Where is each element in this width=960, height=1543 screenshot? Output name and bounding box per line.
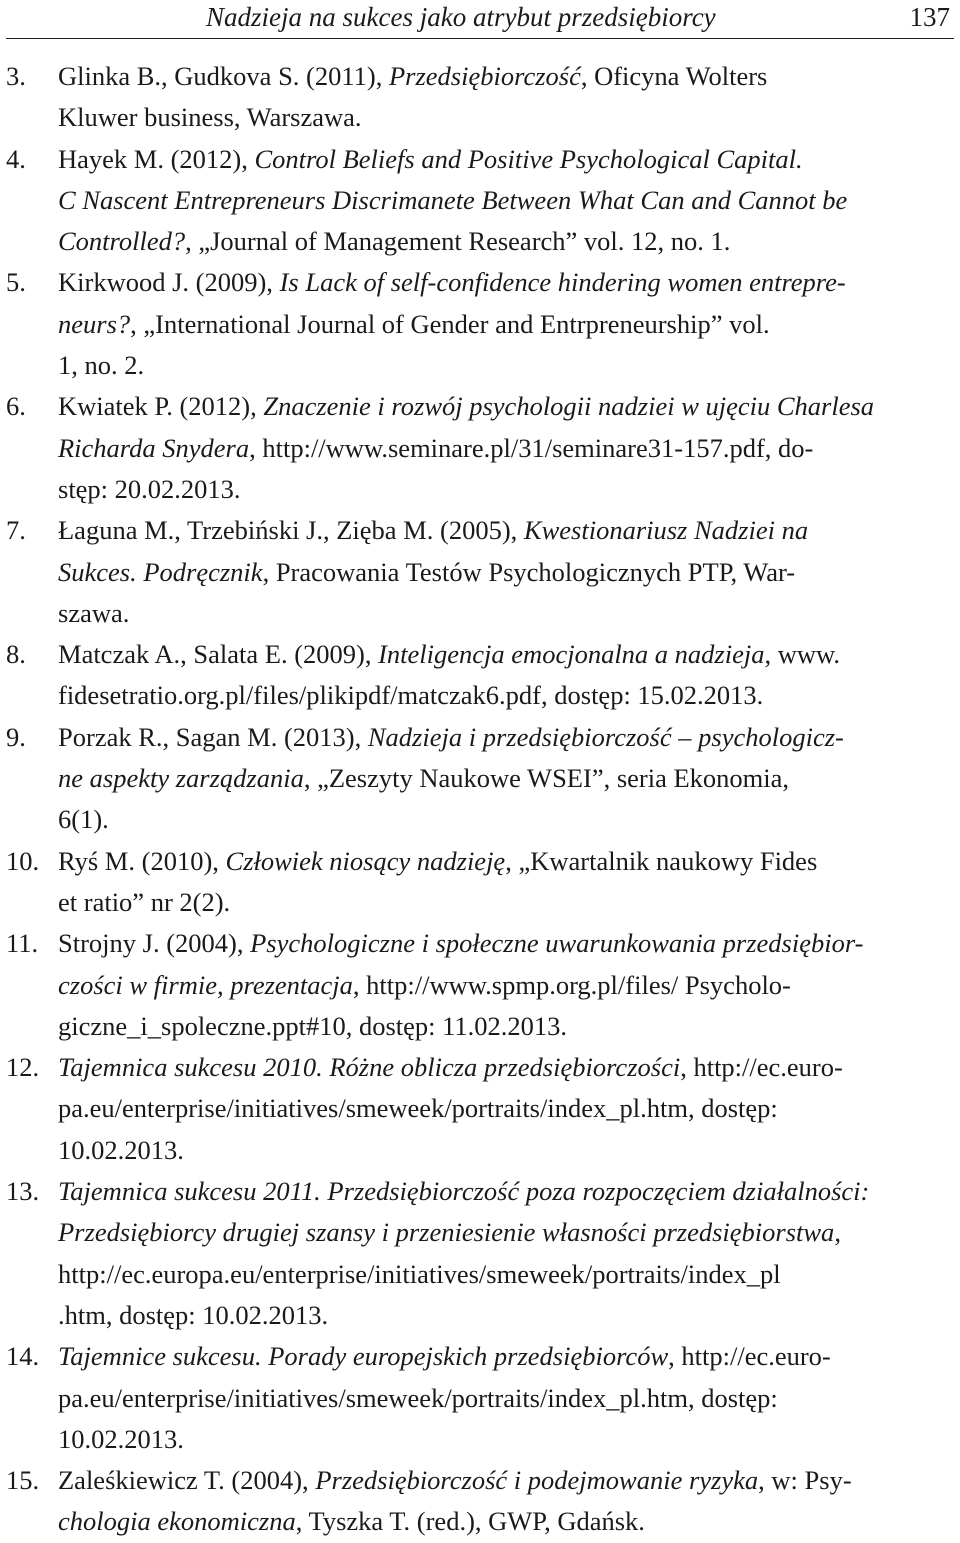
italic-title-segment: Tajemnica sukcesu 2011. Przedsiębiorczość poza rozpoczęciem działalności: bbox=[58, 1176, 870, 1207]
reference-line bbox=[58, 56, 956, 97]
reference-item bbox=[6, 386, 956, 510]
text-segment: pa.eu/enterprise/initiatives/smeweek/portraits/index_pl.htm, dostęp: bbox=[58, 1382, 778, 1413]
reference-text bbox=[58, 510, 956, 634]
text-segment: Kwiatek P. (2012), bbox=[58, 391, 264, 422]
reference-text bbox=[58, 56, 956, 139]
reference-text bbox=[58, 1047, 956, 1171]
reference-text bbox=[58, 262, 956, 386]
text-segment: , http://www.spmp.org.pl/files/ Psycholo- bbox=[352, 969, 791, 1000]
reference-line bbox=[58, 1254, 956, 1295]
italic-title-segment: Psychologiczne i społeczne uwarunkowania przedsiębior- bbox=[250, 928, 864, 959]
reference-number: 6. bbox=[6, 391, 26, 422]
text-segment: 10.02.2013. bbox=[58, 1134, 184, 1165]
text-segment: Matczak A., Salata E. (2009), bbox=[58, 639, 379, 670]
reference-text bbox=[58, 717, 956, 841]
reference-line bbox=[58, 1006, 956, 1047]
reference-item bbox=[6, 510, 956, 634]
reference-line bbox=[58, 469, 956, 510]
text-segment: szawa. bbox=[58, 597, 130, 628]
reference-line bbox=[58, 428, 956, 469]
reference-item bbox=[6, 139, 956, 263]
reference-line bbox=[58, 180, 956, 221]
text-segment: , bbox=[834, 1217, 841, 1248]
reference-text bbox=[58, 1336, 956, 1460]
text-segment: , „Journal of Management Research” vol. 12, no. 1. bbox=[185, 226, 731, 257]
italic-title-segment: Znaczenie i rozwój psychologii nadziei w ujęciu Charlesa bbox=[263, 391, 875, 422]
reference-number: 7. bbox=[6, 515, 26, 546]
reference-line bbox=[58, 97, 956, 138]
italic-title-segment: Tajemnica sukcesu 2010. Różne oblicza przedsiębiorczości bbox=[58, 1052, 681, 1083]
italic-title-segment: Nadzieja i przedsiębiorczość – psychologicz- bbox=[367, 721, 844, 752]
reference-item bbox=[6, 1171, 956, 1336]
italic-title-segment: Kwestionariusz Nadziei na bbox=[523, 515, 809, 546]
italic-title-segment: Controlled? bbox=[58, 226, 186, 257]
text-segment: Ryś M. (2010), bbox=[58, 845, 226, 876]
italic-title-segment: Przedsiębiorczość i podejmowanie ryzyka bbox=[315, 1465, 759, 1496]
reference-line bbox=[58, 1501, 956, 1542]
reference-text bbox=[58, 1460, 956, 1543]
reference-line bbox=[58, 923, 956, 964]
running-header bbox=[6, 0, 954, 39]
reference-line bbox=[58, 510, 956, 551]
reference-number: 9. bbox=[6, 721, 26, 752]
italic-title-segment: czości w firmie, prezentacja bbox=[58, 969, 353, 1000]
text-segment: , „Kwartalnik naukowy Fides bbox=[505, 845, 818, 876]
reference-line bbox=[58, 304, 956, 345]
reference-number: 11. bbox=[6, 928, 39, 959]
text-segment: , http://ec.euro- bbox=[680, 1052, 843, 1083]
reference-line bbox=[58, 262, 956, 303]
reference-line bbox=[58, 675, 956, 716]
reference-item bbox=[6, 841, 956, 924]
reference-line bbox=[58, 841, 956, 882]
italic-title-segment: Człowiek niosący nadzieję bbox=[225, 845, 506, 876]
italic-title-segment: chologia ekonomiczna bbox=[58, 1506, 296, 1537]
reference-item bbox=[6, 262, 956, 386]
reference-text bbox=[58, 386, 956, 510]
reference-number: 3. bbox=[6, 61, 26, 91]
text-segment: , Pracowania Testów Psychologicznych PTP, War- bbox=[262, 556, 796, 587]
reference-line bbox=[58, 965, 956, 1006]
reference-number: 13. bbox=[6, 1176, 40, 1207]
text-segment: Strojny J. (2004), bbox=[58, 928, 251, 959]
italic-title-segment: Is Lack of self-confidence hindering women entrepre- bbox=[279, 267, 846, 298]
reference-item bbox=[6, 634, 956, 717]
reference-line bbox=[58, 1212, 956, 1253]
italic-title-segment: Inteligencja emocjonalna a nadzieja bbox=[378, 639, 765, 670]
reference-text bbox=[58, 923, 956, 1047]
italic-title-segment: Przedsiębiorcy drugiej szansy i przeniesienie własności przedsiębiorstwa bbox=[58, 1217, 835, 1248]
reference-list bbox=[6, 56, 956, 1543]
text-segment: Kirkwood J. (2009), bbox=[58, 267, 280, 298]
page-number: 137 bbox=[909, 2, 950, 32]
reference-line bbox=[58, 1336, 956, 1377]
reference-item bbox=[6, 923, 956, 1047]
reference-line bbox=[58, 758, 956, 799]
text-segment: , „Zeszyty Naukowe WSEI”, seria Ekonomia, bbox=[303, 763, 790, 794]
reference-number: 4. bbox=[6, 143, 26, 174]
reference-item bbox=[6, 717, 956, 841]
reference-text bbox=[58, 1171, 956, 1336]
text-segment: , http://www.seminare.pl/31/seminare31-157.pdf, do- bbox=[249, 432, 814, 463]
text-segment: 10.02.2013. bbox=[58, 1423, 184, 1454]
italic-title-segment: neurs? bbox=[58, 308, 131, 339]
text-segment: , www. bbox=[764, 639, 841, 670]
italic-title-segment: Przedsiębiorczość bbox=[388, 61, 581, 91]
reference-line bbox=[58, 593, 956, 634]
reference-line bbox=[58, 799, 956, 840]
text-segment: pa.eu/enterprise/initiatives/smeweek/portraits/index_pl.htm, dostęp: bbox=[58, 1093, 778, 1124]
text-segment: Kluwer business, Warszawa. bbox=[58, 102, 362, 133]
text-segment: fidesetratio.org.pl/files/plikipdf/matczak6.pdf, dostęp: 15.02.2013. bbox=[58, 680, 764, 711]
reference-line bbox=[58, 1419, 956, 1460]
text-segment: , „International Journal of Gender and Entrpreneurship” vol. bbox=[130, 308, 770, 339]
reference-item bbox=[6, 1460, 956, 1543]
text-segment: , w: Psy- bbox=[758, 1465, 852, 1496]
reference-item bbox=[6, 56, 956, 139]
text-segment: , Tyszka T. (red.), GWP, Gdańsk. bbox=[295, 1506, 645, 1537]
reference-text bbox=[58, 634, 956, 717]
running-title: Nadzieja na sukces jako atrybut przedsiębiorcy bbox=[206, 2, 716, 32]
reference-line bbox=[58, 345, 956, 386]
reference-number: 5. bbox=[6, 267, 26, 298]
text-segment: 1, no. 2. bbox=[58, 350, 145, 381]
italic-title-segment: Control Beliefs and Positive Psychological Capital. bbox=[254, 143, 803, 174]
reference-number: 10. bbox=[6, 845, 40, 876]
text-segment: , Oficyna Wolters bbox=[580, 61, 768, 91]
text-segment: Porzak R., Sagan M. (2013), bbox=[58, 721, 368, 752]
reference-line bbox=[58, 1130, 956, 1171]
reference-line bbox=[58, 717, 956, 758]
text-segment: 6(1). bbox=[58, 804, 109, 835]
reference-line bbox=[58, 1295, 956, 1336]
reference-item bbox=[6, 1336, 956, 1460]
reference-line bbox=[58, 1460, 956, 1501]
reference-item bbox=[6, 1047, 956, 1171]
text-segment: Glinka B., Gudkova S. (2011), bbox=[58, 61, 389, 91]
italic-title-segment: C Nascent Entrepreneurs Discrimanete Between What Can and Cannot be bbox=[58, 184, 848, 215]
reference-line bbox=[58, 1171, 956, 1212]
text-segment: , http://ec.euro- bbox=[668, 1341, 831, 1372]
reference-line bbox=[58, 552, 956, 593]
text-segment: Zaleśkiewicz T. (2004), bbox=[58, 1465, 316, 1496]
italic-title-segment: Sukces. Podręcznik bbox=[58, 556, 263, 587]
text-segment: Łaguna M., Trzebiński J., Zięba M. (2005), bbox=[58, 515, 524, 546]
reference-line bbox=[58, 1378, 956, 1419]
text-segment: .htm, dostęp: 10.02.2013. bbox=[58, 1299, 329, 1330]
reference-line bbox=[58, 386, 956, 427]
italic-title-segment: Tajemnice sukcesu. Porady europejskich przedsiębiorców bbox=[58, 1341, 669, 1372]
reference-line bbox=[58, 221, 956, 262]
reference-number: 15. bbox=[6, 1465, 40, 1496]
text-segment: giczne_i_spoleczne.ppt#10, dostęp: 11.02.2013. bbox=[58, 1010, 568, 1041]
reference-number: 14. bbox=[6, 1341, 40, 1372]
reference-number: 12. bbox=[6, 1052, 40, 1083]
reference-line bbox=[58, 1088, 956, 1129]
italic-title-segment: ne aspekty zarządzania bbox=[58, 763, 304, 794]
reference-text bbox=[58, 841, 956, 924]
reference-text bbox=[58, 139, 956, 263]
text-segment: Hayek M. (2012), bbox=[58, 143, 255, 174]
reference-number: 8. bbox=[6, 639, 26, 670]
reference-line bbox=[58, 1047, 956, 1088]
italic-title-segment: Richarda Snydera bbox=[58, 432, 250, 463]
text-segment: et ratio” nr 2(2). bbox=[58, 886, 231, 917]
reference-line bbox=[58, 139, 956, 180]
reference-line bbox=[58, 882, 956, 923]
text-segment: stęp: 20.02.2013. bbox=[58, 473, 241, 504]
reference-line bbox=[58, 634, 956, 675]
text-segment: http://ec.europa.eu/enterprise/initiatives/smeweek/portraits/index_pl bbox=[58, 1258, 781, 1289]
